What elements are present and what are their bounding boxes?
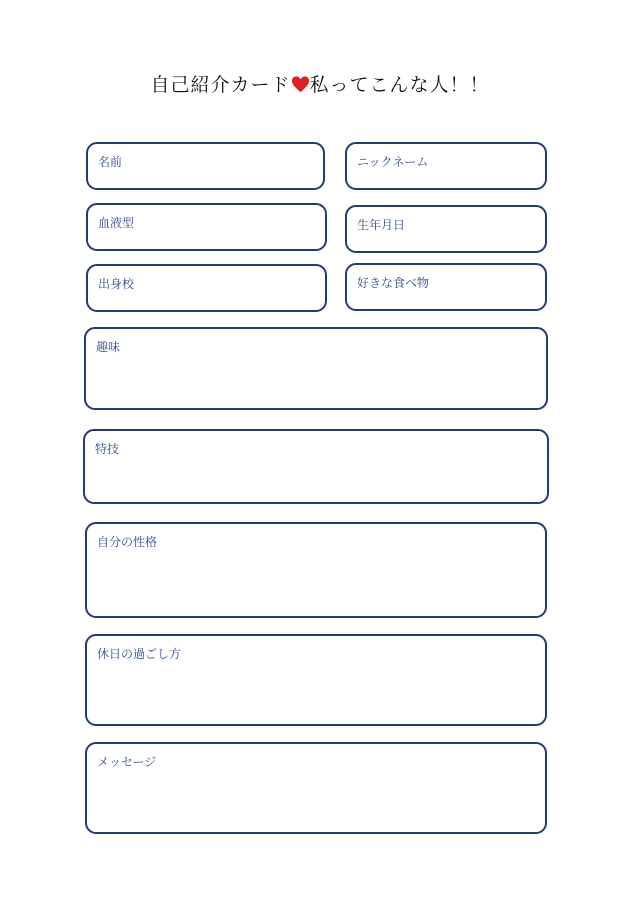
favorite-food-field[interactable] bbox=[345, 263, 547, 311]
birthday-label: 生年月日 bbox=[357, 218, 406, 232]
nickname-label: ニックネーム bbox=[357, 155, 429, 169]
hobby-label: 趣味 bbox=[96, 340, 121, 354]
blood-type-field[interactable] bbox=[86, 203, 327, 251]
page-title bbox=[0, 70, 640, 97]
favorite-food-label: 好きな食べ物 bbox=[357, 276, 430, 290]
skill-field[interactable] bbox=[83, 429, 549, 504]
heart-icon bbox=[291, 75, 310, 94]
name-label: 名前 bbox=[98, 155, 123, 169]
blood-type-label: 血液型 bbox=[98, 216, 135, 230]
message-field[interactable] bbox=[85, 742, 547, 834]
personality-field[interactable] bbox=[85, 522, 547, 618]
holiday-label: 休日の過ごし方 bbox=[97, 647, 182, 661]
name-field[interactable] bbox=[86, 142, 325, 190]
holiday-field[interactable] bbox=[85, 634, 547, 726]
school-label: 出身校 bbox=[98, 277, 135, 291]
hobby-field[interactable] bbox=[84, 327, 548, 410]
title-text-2: 私ってこんな人！！ bbox=[309, 74, 490, 96]
title-text-1: 自己紹介カード bbox=[150, 74, 291, 96]
personality-label: 自分の性格 bbox=[97, 535, 158, 549]
message-label: メッセージ bbox=[97, 755, 157, 769]
nickname-field[interactable] bbox=[345, 142, 547, 190]
skill-label: 特技 bbox=[95, 442, 120, 456]
birthday-field[interactable] bbox=[345, 205, 547, 253]
school-field[interactable] bbox=[86, 264, 327, 312]
